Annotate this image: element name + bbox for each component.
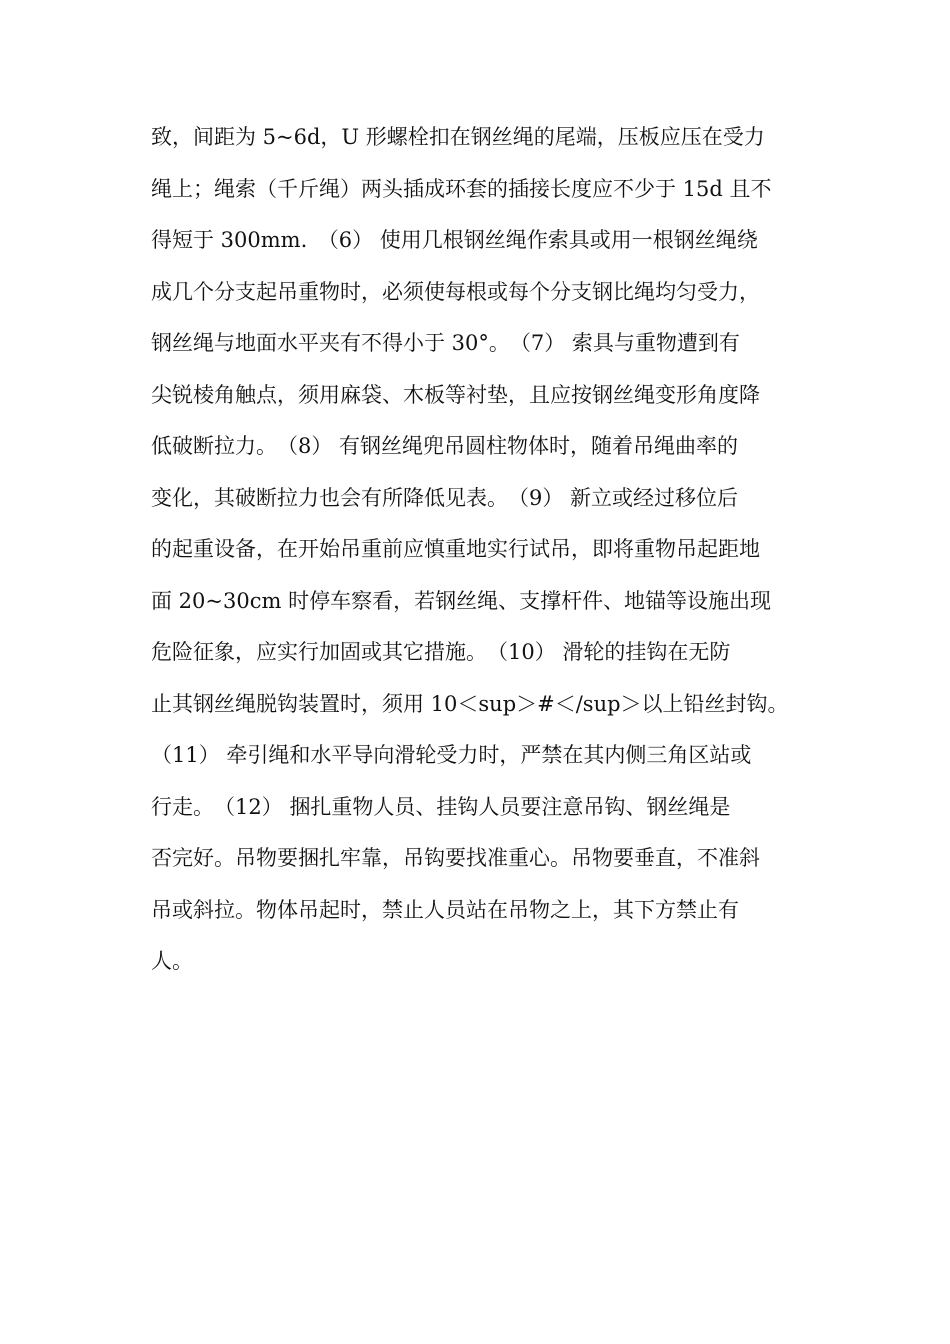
text-line: 危险征象，应实行加固或其它措施。 （10） 滑轮的挂钩在无防 <box>151 640 731 664</box>
text-line: 行走。 （12） 捆扎重物人员、挂钩人员要注意吊钩、钢丝绳是 <box>151 794 731 819</box>
text-line: 成几个分支起吊重物时，必须使每根或每个分支钢比绳均匀受力， <box>151 279 760 304</box>
text-line: 吊或斜拉。物体吊起时，禁止人员站在吊物之上，其下方禁止有 <box>151 897 739 922</box>
text-line: 面 20~30cm 时停车察看，若钢丝绳、支撑杆件、地锚等设施出现 <box>151 588 772 613</box>
text-line: 钢丝绳与地面水平夹有不得小于 30°。 （7） 索具与重物遭到有 <box>151 331 740 355</box>
text-line: 否完好。吊物要捆扎牢靠，吊钩要找准重心。吊物要垂直，不准斜 <box>151 846 760 870</box>
text-line: 绳上；绳索（千斤绳）两头插成环套的插接长度应不少于 15d 且不 <box>151 176 772 201</box>
text-line: 致，间距为 5~6d，U 形螺栓扣在钢丝绳的尾端，压板应压在受力 <box>151 125 765 149</box>
text-line: 人。 <box>151 949 193 973</box>
body-text <box>151 112 811 988</box>
text-line: 尖锐棱角触点，须用麻袋、木板等衬垫，且应按钢丝绳变形角度降 <box>151 382 760 407</box>
text-line: 得短于 300mm. （6） 使用几根钢丝绳作索具或用一根钢丝绳绕 <box>151 228 758 252</box>
text-line: 低破断拉力。 （8） 有钢丝绳兜吊圆柱物体时，随着吊绳曲率的 <box>151 434 739 458</box>
text-line: 止其钢丝绳脱钩装置时，须用 10＜sup＞#＜/sup＞以上铅丝封钩。 <box>151 691 789 716</box>
text-line: （11） 牵引绳和水平导向滑轮受力时，严禁在其内侧三角区站或 <box>151 743 752 767</box>
text-line: 变化，其破断拉力也会有所降低见表。 （9） 新立或经过移位后 <box>151 485 739 510</box>
text-line: 的起重设备，在开始吊重前应慎重地实行试吊，即将重物吊起距地 <box>151 537 760 561</box>
